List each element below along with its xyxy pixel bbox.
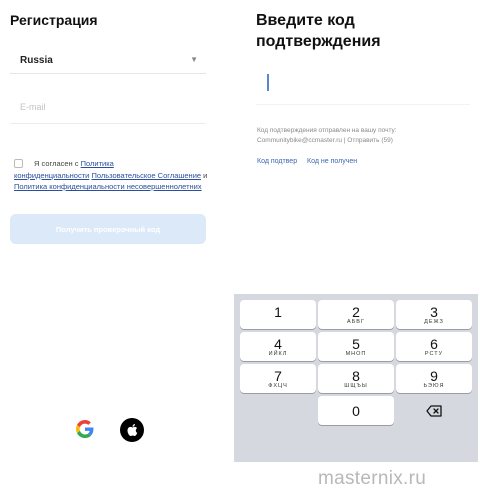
key-digit: 6	[430, 336, 438, 352]
google-icon[interactable]	[76, 420, 94, 438]
key-9[interactable]	[396, 364, 472, 393]
key-0[interactable]	[318, 396, 394, 425]
code-not-received-link[interactable]: Код не получен	[307, 158, 358, 165]
code-sent-note-line1: Код подтверждения отправлен на вашу почту:	[257, 127, 397, 134]
key-letters: ЬЭЮЯ	[423, 383, 445, 389]
verification-panel	[230, 0, 480, 498]
verification-title	[256, 10, 381, 52]
apple-icon[interactable]	[120, 418, 144, 442]
code-sent-note	[257, 126, 467, 145]
key-letters: ДЕЖЗ	[424, 319, 444, 325]
country-value: Russia	[20, 55, 53, 66]
key-letters: РСТУ	[424, 351, 444, 357]
country-select[interactable]	[10, 50, 206, 74]
key-7[interactable]	[240, 364, 316, 393]
key-digit: 2	[352, 304, 360, 320]
confirm-code-link[interactable]: Код подтвер	[257, 158, 298, 165]
key-3[interactable]	[396, 300, 472, 329]
watermark: masternix.ru	[318, 468, 427, 489]
key-digit: 9	[430, 368, 438, 384]
numeric-keypad	[234, 294, 478, 462]
registration-panel	[0, 0, 230, 498]
chevron-down-icon: ▼	[190, 55, 198, 64]
verification-links	[257, 158, 365, 165]
code-input-underline	[256, 104, 470, 105]
key-1[interactable]	[240, 300, 316, 329]
key-digit: 3	[430, 304, 438, 320]
consent-prefix: Я согласен с	[34, 159, 81, 168]
consent-conjunction: и	[201, 170, 208, 180]
email-field[interactable]	[20, 102, 200, 112]
key-letters: ШЩЪЫ	[344, 383, 368, 389]
key-5[interactable]	[318, 332, 394, 361]
key-digit: 0	[352, 403, 360, 419]
key-6[interactable]	[396, 332, 472, 361]
consent-block	[14, 158, 214, 193]
key-digit: 7	[274, 368, 282, 384]
key-digit: 1	[274, 304, 282, 320]
user-agreement-link[interactable]: Пользовательское Соглашение	[91, 170, 202, 180]
registration-title: Регистрация	[10, 12, 98, 28]
key-digit: 5	[352, 336, 360, 352]
code-sent-note-line2: Communitybike@ccmaster.ru | Отправить (59)	[257, 136, 393, 144]
privacy-policy-link[interactable]: Политика	[80, 159, 114, 168]
email-field-row	[10, 98, 206, 124]
key-letters: ФХЦЧ	[268, 383, 288, 389]
key-2[interactable]	[318, 300, 394, 329]
key-letters: АБВГ	[347, 319, 365, 325]
apple-logo-glyph	[126, 423, 138, 437]
key-8[interactable]	[318, 364, 394, 393]
backspace-glyph	[426, 405, 442, 417]
consent-checkbox[interactable]	[14, 159, 23, 168]
code-input-cursor[interactable]	[267, 74, 269, 91]
verification-title-line2: подтверждения	[256, 33, 381, 50]
verification-title-line1: Введите код	[256, 12, 355, 29]
key-letters: МНОП	[345, 351, 367, 357]
key-letters: ИЙКЛ	[268, 351, 288, 357]
get-code-button[interactable]: Получить проверочный код	[10, 214, 206, 244]
backspace-icon[interactable]	[396, 396, 472, 425]
key-digit: 8	[352, 368, 360, 384]
key-4[interactable]	[240, 332, 316, 361]
privacy-policy-link-cont[interactable]: конфиденциальности	[14, 170, 90, 180]
key-digit: 4	[274, 336, 282, 352]
minors-privacy-link[interactable]: Политика конфиденциальности несовершеннолетних	[14, 182, 202, 191]
